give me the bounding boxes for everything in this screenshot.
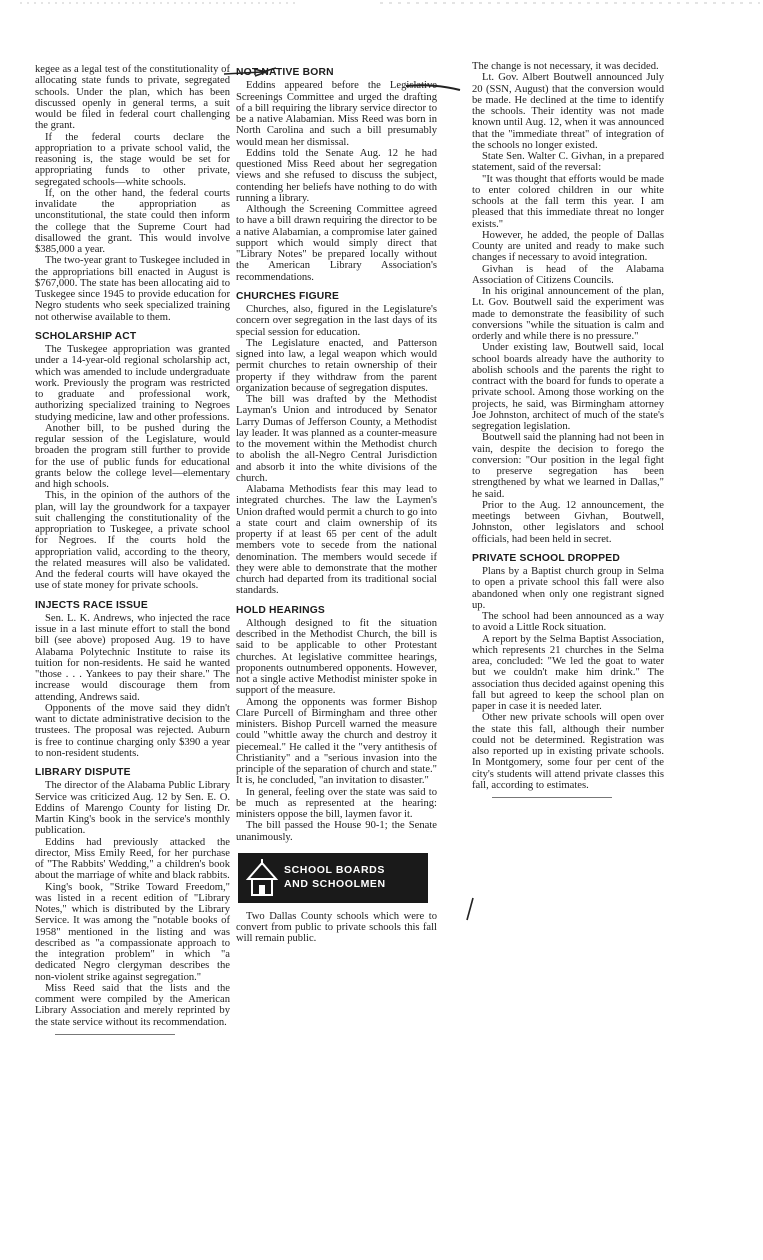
paragraph: Eddins told the Senate Aug. 12 he had questioned Miss Reed about her segregation views and she refused to discuss the subject, contending her beliefs have nothing to do with running a library. (236, 147, 437, 204)
section-heading-private-school-dropped: PRIVATE SCHOOL DROPPED (472, 552, 621, 564)
scan-edge-marks (0, 0, 763, 10)
paragraph: Lt. Gov. Albert Boutwell announced July 20 (SSN, August) that the conversion would be made. He declined at the time to identify the schools. Their identity was not made known until Aug. 12, when it was announced that the "immediate threat" of integration of the schools no longer existed. (472, 72, 664, 151)
paragraph: King's book, "Strike Toward Freedom," was listed in a recent edition of "Library Notes," which is distributed by the Library Service. It was among the "notable books of 1958" mentioned in the listing and was described as "a compassionate approach to the integration problem" in which "a dedicated Negro clergyman describes the non-violent strike against segregation." (35, 881, 230, 983)
paragraph: The Tuskegee appropriation was granted under a 14-year-old regional scholarship act, which was amended to include undergraduate work. Previously the program was restricted to graduate and professional work, authorizing specialized training to Negroes studying medicine, law and other professions. (35, 344, 230, 423)
paragraph: Alabama Methodists fear this may lead to integrated churches. The law the Laymen's Union drafted would permit a church to go into a state court and claim ownership of its property if at least 65 per cent of the adult members vote to secede from the national denomination. The members would secede if they were able to demonstrate that the mother church had departed from its traditional social standards. (236, 484, 437, 597)
paragraph: "It was thought that efforts would be made to enter colored children in our white schools at the fall term this year. I am pleased that this immediate threat no longer exists." (472, 173, 664, 230)
paragraph: Although designed to fit the situation described in the Methodist Church, the bill is said to be applicable to other Protestant churches. At legislative committee hearings, proponents outnumbered opponents. However, not a single active Methodist minister spoke in support of the measure. (236, 617, 437, 697)
schoolhouse-icon (244, 857, 280, 899)
column-2 (236, 67, 437, 945)
paragraph: The school had been announced as a way to avoid a Little Rock situation. (472, 611, 664, 634)
paragraph: Boutwell said the planning had not been in vain, despite the decision to forego the conversion: "Our position in the legal fight to preserve segregation has been strengthened by what we learned in Dallas," he said. (472, 432, 664, 500)
pen-mark-arrow-icon (222, 66, 278, 78)
paragraph: Among the opponents was former Bishop Clare Purcell of Birmingham and three other ministers. Bishop Purcell warned the measure could "whittle away the church and destroy it piecemeal." He called it the "very antithesis of Christianity" and a "serious invasion into the principle of the separation of church and state." It is, he concluded, "an invitation to disaster." (236, 696, 437, 787)
paragraph: Opponents of the move said they didn't want to dictate administrative decision to the trustees. The proposal was rejected. Auburn is free to continue charging only $390 a year to non-resident students. (35, 702, 230, 759)
paragraph: Eddins had previously attacked the director, Miss Emily Reed, for her purchase of "The Rabbits' Wedding," a children's book about the marriage of white and black rabbits. (35, 836, 230, 882)
paragraph: A report by the Selma Baptist Association, which represents 21 churches in the Selma area, concluded: "We led the goat to water but we couldn't make him drink." The association thus decided against opening this fall but agreed to keep the school plan on paper in case it is needed later. (472, 633, 664, 712)
paragraph: In his original announcement of the plan, Lt. Gov. Boutwell said the experiment was made to demonstrate the feasibility of such conversions "while the situation is calm and orderly and while there is no pressure." (472, 286, 664, 342)
paragraph: Churches, also, figured in the Legislature's concern over segregation in the last days of its special session for education. (236, 304, 437, 338)
paragraph: kegee as a legal test of the constitutionality of allocating state funds to private, segregated schools. Under the plan, which has been discussed openly in general terms, a suit would be filed in federal court challenging the grant. (35, 64, 230, 132)
paragraph: Plans by a Baptist church group in Selma to open a private school this fall were also abandoned when only one registrant signed up. (472, 566, 664, 611)
paragraph: Other new private schools will open over the state this fall, although their number could not be determined. Registration was also reported up in existing private schools. In Montgomery, some four per cent of the city's students will attend private classes this fall, according to estimates. (472, 712, 664, 791)
paragraph: The Legislature enacted, and Patterson signed into law, a legal weapon which would permit churches to retain ownership of their property if they withdraw from the parent organization because of segregation disputes. (236, 337, 437, 394)
section-heading-scholarship-act: SCHOLARSHIP ACT (35, 330, 137, 342)
section-heading-churches-figure: CHURCHES FIGURE (236, 290, 340, 302)
paragraph: If, on the other hand, the federal courts invalidate the appropriation as unconstitutional, the state could then inform the college that the Supreme Court had disallowed the grant. This would involve $385,000 a year. (35, 187, 230, 255)
banner-title-line-1: SCHOOL BOARDS (284, 863, 385, 876)
section-heading-library-dispute: LIBRARY DISPUTE (35, 767, 131, 778)
paragraph: State Sen. Walter C. Givhan, in a prepared statement, said of the reversal: (472, 151, 664, 174)
section-heading-hold-hearings: HOLD HEARINGS (236, 604, 325, 616)
paragraph: The bill was drafted by the Methodist Layman's Union and introduced by Senator Larry Dumas of Jefferson County, a Methodist lay leader. It was planned as a counter-measure to the movement within the Methodist church to abolish the all-Negro Central Jurisdiction and absorb it into the white divisions of the church. (236, 394, 437, 484)
column-end-rule (55, 1034, 175, 1035)
section-heading-injects-race-issue: INJECTS RACE ISSUE (35, 599, 148, 611)
paragraph: Two Dallas County schools which were to convert from public to private schools this fall will remain public. (236, 910, 437, 945)
paragraph: If the federal courts declare the appropriation to a private school valid, the reasoning is, the stage would be set for appropriating funds to other private, segregated schools—white schools. (35, 131, 230, 188)
column-3 (472, 61, 664, 798)
paragraph: The change is not necessary, it was decided. (472, 61, 659, 72)
paragraph: Sen. L. K. Andrews, who injected the race issue in a last minute effort to stall the bond bill (see above) proposed Aug. 19 to have Alabama Polytechnic Institute to raise its tuition for non-residents. He said he wanted "those . . . Yankees to pay their share." The increase would discourage them from attending, Andrews said. (35, 612, 230, 703)
paragraph: The two-year grant to Tuskegee included in the appropriations bill enacted in August is $767,000. The state has been allocating aid to Tuskegee since 1945 to provide education for Negro students who seek specialized training not otherwise available to them. (35, 255, 230, 323)
paragraph: Prior to the Aug. 12 announcement, the meetings between Givhan, Boutwell, Johnston, other legislators and school officials, had been held in secret. (472, 499, 664, 545)
column-1 (35, 64, 230, 1035)
section-heading-not-native-born: NOT NATIVE BORN (236, 67, 334, 78)
paragraph: However, he added, the people of Dallas County are united and ready to make such changes if necessary to avoid integration. (472, 229, 664, 264)
paragraph: Under existing law, Boutwell said, local school boards already have the authority to abolish schools and the parents the right to contract with the board for funds to operate a private school. Among those working on the projects, he said, was Birmingham attorney Joe Johnston, architect of much of the state's segregation legislation. (472, 342, 664, 432)
pen-mark-arrow-icon (404, 80, 464, 100)
pen-mark-stroke-icon (464, 896, 476, 922)
paragraph: Givhan is head of the Alabama Association of Citizens Councils. (472, 263, 664, 286)
paragraph: Although the Screening Committee agreed to have a bill drawn requiring the director to be a native Alabamian, a compromise later gained support which would simply direct that "Library Notes" be prepared locally without the American Library Association's recommendations. (236, 204, 437, 283)
paragraph: The director of the Alabama Public Library Service was criticized Aug. 12 by Sen. E. O. Eddins of Marengo County for listing Dr. Martin King's book in the service's monthly publication. (35, 780, 230, 837)
paragraph: In general, feeling over the state was said to be much as represented at the hearing: ministers oppose the bill, laymen favor it. (236, 786, 437, 820)
paragraph: The bill passed the House 90-1; the Senate unanimously. (236, 820, 437, 843)
paragraph: Eddins appeared before the Legislative Screenings Committee and urged the drafting of a bill requiring the library service director to be a native Alabamian. Miss Reed was born in North Carolina and such a bill presumably would mean her dismissal. (236, 80, 437, 148)
paragraph: Another bill, to be pushed during the regular session of the Legislature, would broaden the program still further to provide for the use of public funds for educational grants below the college level—elementary and high schools. (35, 422, 230, 490)
paragraph: This, in the opinion of the authors of the plan, will lay the groundwork for a taxpayer suit challenging the constitutionality of the appropriation to Tuskegee, a private school for Negroes. If the courts hold the appropriation valid, according to the theory, the related measures will also be validated. And the federal courts will have okayed the use of state money for private schools. (35, 490, 230, 592)
banner-title-line-2: AND SCHOOLMEN (284, 877, 386, 890)
school-boards-banner (238, 853, 428, 903)
paragraph: Miss Reed said that the lists and the comment were compiled by the American Library Association and merely reprinted by the state service without its recommendation. (35, 982, 230, 1028)
column-end-rule (492, 797, 612, 798)
